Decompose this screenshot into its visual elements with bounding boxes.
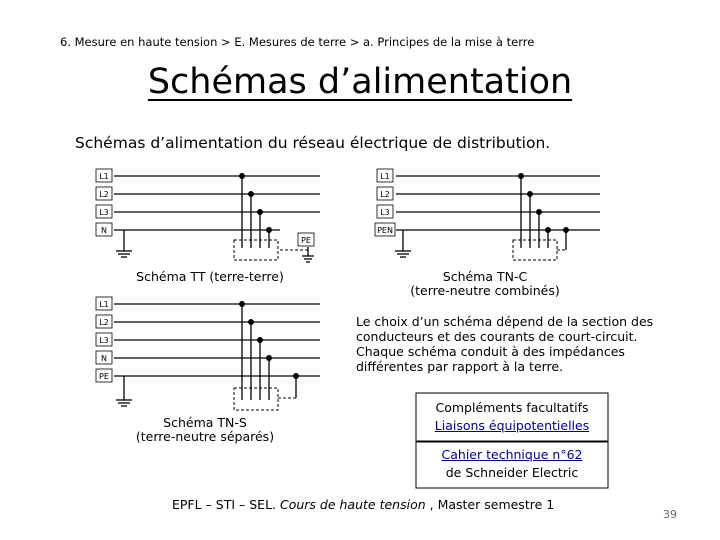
tnc-label-l1: L1 bbox=[380, 172, 390, 181]
description: Le choix d’un schéma dépend de la section des conducteurs et des courants de court-circuit. Chaque schéma conduit à des impédances différentes par rapport à la terre. bbox=[356, 314, 654, 374]
tt-label-pe: PE bbox=[301, 236, 311, 245]
cahier-link[interactable]: Cahier technique n°62 bbox=[441, 447, 583, 462]
tt-label-l1: L1 bbox=[99, 172, 109, 181]
tnc-label-l2: L2 bbox=[380, 190, 390, 199]
footer-prefix: EPFL – STI – SEL. bbox=[172, 497, 280, 512]
tns-label-n: N bbox=[101, 354, 107, 363]
page-title-text: Schémas d’alimentation bbox=[147, 62, 573, 102]
page-number: 39 bbox=[663, 508, 677, 521]
diagram-tnc bbox=[395, 174, 600, 260]
tnc-label-l3: L3 bbox=[380, 208, 390, 217]
tt-caption: Schéma TT (terre-terre) bbox=[136, 269, 284, 284]
cahier-box-content bbox=[416, 446, 608, 482]
liaisons-link[interactable]: Liaisons équipotentielles bbox=[434, 418, 590, 433]
tns-label-l3: L3 bbox=[99, 336, 109, 345]
diagram-tt bbox=[114, 174, 320, 262]
tns-label-pe: PE bbox=[99, 372, 109, 381]
footer-suffix: , Master semestre 1 bbox=[425, 497, 555, 512]
tnc-label-pen: PEN bbox=[377, 226, 393, 235]
tns-caption-1: Schéma TN-S bbox=[163, 415, 247, 430]
diagram-tt-labels bbox=[96, 169, 314, 246]
complements-box-content bbox=[416, 399, 608, 435]
tnc-caption-1: Schéma TN-C bbox=[442, 269, 528, 284]
footer bbox=[172, 497, 554, 512]
breadcrumb: 6. Mesure en haute tension > E. Mesures de terre > a. Principes de la mise à terre bbox=[60, 35, 535, 49]
diagram-tns bbox=[114, 302, 320, 410]
page-subtitle: Schémas d’alimentation du réseau électrique de distribution. bbox=[75, 134, 551, 152]
tt-label-l2: L2 bbox=[99, 190, 109, 199]
complements-heading: Compléments facultatifs bbox=[435, 400, 589, 415]
tns-label-l1: L1 bbox=[99, 300, 109, 309]
tt-label-n: N bbox=[101, 226, 107, 235]
footer-course: Cours de haute tension bbox=[279, 497, 426, 512]
tnc-caption-2: (terre-neutre combinés) bbox=[410, 283, 560, 298]
tns-caption-2: (terre-neutre séparés) bbox=[135, 429, 275, 444]
tns-label-l2: L2 bbox=[99, 318, 109, 327]
cahier-text: de Schneider Electric bbox=[445, 465, 579, 480]
tt-label-l3: L3 bbox=[99, 208, 109, 217]
